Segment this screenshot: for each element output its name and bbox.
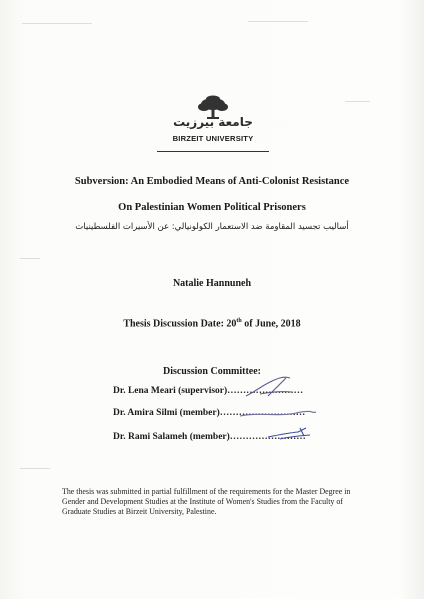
university-name-arabic: جامعة بيرزيت [173, 115, 253, 129]
scan-speck [20, 258, 40, 259]
scan-speck [22, 23, 92, 24]
signature-scribble [266, 424, 312, 442]
signature-scribble [238, 406, 318, 420]
university-logo [157, 95, 269, 157]
signature-dots: …………………… [227, 386, 304, 396]
discussion-date [0, 318, 424, 329]
thesis-title-line-2: On Palestinian Women Political Prisoners [118, 202, 306, 213]
scan-speck [248, 21, 308, 22]
author-name: Natalie Hannuneh [172, 278, 252, 289]
committee-heading: Discussion Committee: [162, 366, 262, 377]
logo-divider [157, 151, 269, 152]
member-name: Dr. Lena Meari (supervisor) [113, 386, 228, 396]
submission-statement: The thesis was submitted in partial fulfillment of the requirements for the Master Degree in Gender and Development Studies at the Institute of Women's Studies from the Faculty of Graduate Studies at Birzeit University, Palestine. [62, 487, 351, 516]
scan-speck [345, 101, 370, 102]
member-name: Dr. Amira Silmi (member) [113, 408, 220, 418]
signature-scribble [240, 374, 300, 400]
thesis-title-arabic: أساليب تجسيد المقاومة ضد الاستعمار الكولونيالي: عن الأسيرات الفلسطينيات [75, 222, 349, 232]
scan-speck [20, 468, 50, 469]
university-name: BIRZEIT UNIVERSITY [172, 134, 254, 143]
signature-dots: …………………… [229, 432, 306, 442]
date-ordinal: th [236, 318, 242, 324]
date-prefix: Thesis Discussion Date: 20 [123, 318, 237, 330]
signature-dots: ……………………… [219, 408, 306, 418]
date-rest: of June, 2018 [241, 318, 301, 330]
thesis-title-line-1: Subversion: An Embodied Means of Anti-Colonist Resistance [74, 176, 350, 187]
member-name: Dr. Rami Salameh (member) [113, 432, 230, 442]
